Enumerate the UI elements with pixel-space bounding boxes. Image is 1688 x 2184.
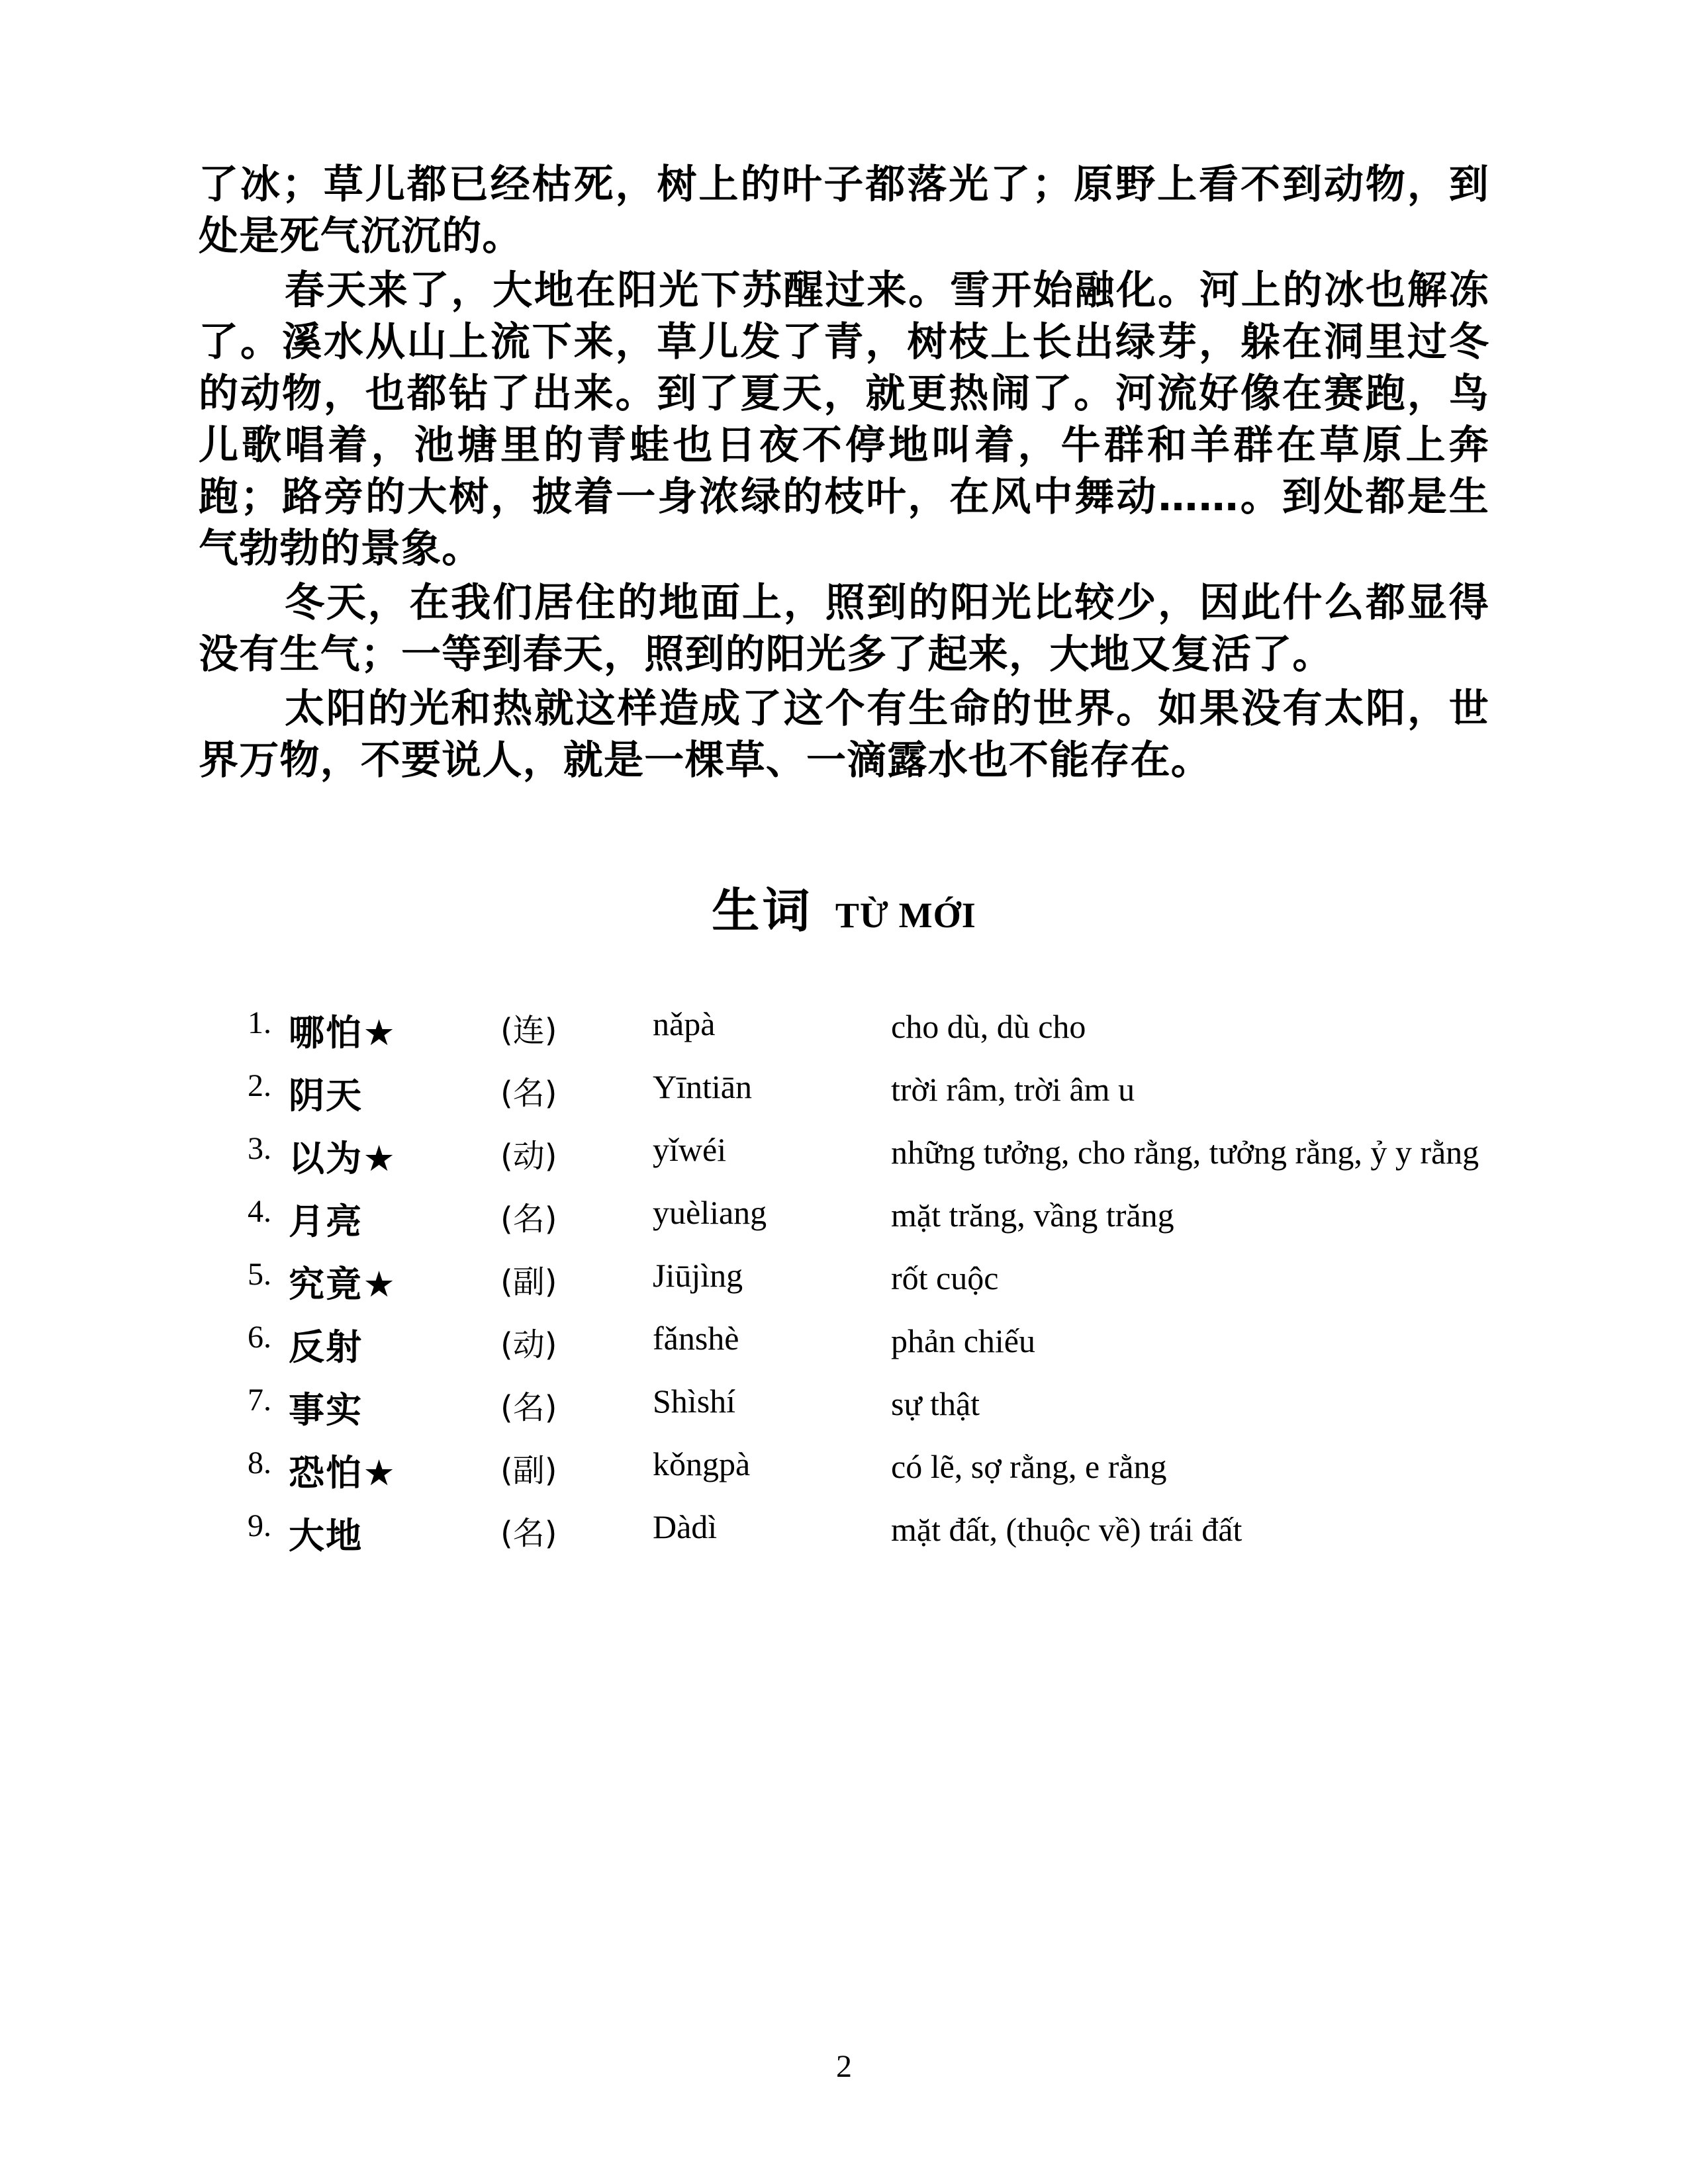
- entry-pinyin: Yīntiān: [653, 1068, 752, 1105]
- entry-number: 7.: [248, 1383, 271, 1418]
- entry-pinyin: Shìshí: [653, 1383, 736, 1420]
- entry-meaning: cho dù, dù cho: [891, 1008, 1086, 1045]
- page-number: 2: [836, 2049, 852, 2084]
- entry-meaning: mặt đất, (thuộc về) trái đất: [891, 1511, 1243, 1548]
- paragraph-3: 冬天，在我们居住的地面上，照到的阳光比较少，因此什么都显得没有生气；一等到春天，照到的阳光多了起来，大地又复活了。: [199, 580, 1489, 678]
- entry-pinyin: kǒngpà: [653, 1445, 751, 1482]
- entry-meaning: sự thật: [891, 1385, 980, 1422]
- entry-word: 恐怕★: [289, 1452, 397, 1494]
- entry-word: 反射: [289, 1326, 363, 1368]
- paragraph-2: 春天来了，大地在阳光下苏醒过来。雪开始融化。河上的冰也解冻了。溪水从山上流下来，草儿发了青，树枝上长出绿芽，躲在洞里过冬的动物，也都钻了出来。到了夏天，就更热闹了。河流好像在赛跑，鸟儿歌唱着，池塘里的青蛙也日夜不停地叫着，牛群和羊群在草原上奔跑；路旁的大树，披着一身浓绿的枝叶，在风中舞动……。到处都是生气勃勃的景象。: [199, 267, 1489, 572]
- table-row: [199, 1445, 1489, 1508]
- entry-part-of-speech: (名): [500, 1515, 557, 1552]
- entry-number: 2.: [248, 1068, 271, 1103]
- table-row: [199, 1256, 1489, 1319]
- entry-pinyin: yuèliang: [653, 1194, 767, 1231]
- entry-meaning: trời râm, trời âm u: [891, 1071, 1135, 1108]
- table-row: [199, 1319, 1489, 1382]
- entry-part-of-speech: (动): [500, 1326, 557, 1363]
- table-row: [199, 1068, 1489, 1130]
- reading-passage: [199, 159, 1489, 786]
- table-row: [199, 1382, 1489, 1445]
- entry-word: 大地: [289, 1515, 363, 1557]
- paragraph-1: 了冰；草儿都已经枯死，树上的叶子都落光了；原野上看不到动物，到处是死气沉沉的。: [199, 161, 1489, 259]
- table-row: [199, 1130, 1489, 1193]
- vocabulary-table: [199, 1005, 1489, 1570]
- vocabulary-heading-vietnamese: TỪ MỚI: [835, 895, 976, 935]
- entry-number: 1.: [248, 1005, 271, 1040]
- entry-pinyin: fǎnshè: [653, 1320, 739, 1357]
- entry-part-of-speech: (名): [500, 1201, 557, 1238]
- entry-pinyin: nǎpà: [653, 1005, 716, 1042]
- entry-word: 究竟★: [289, 1263, 397, 1305]
- table-row: [199, 1193, 1489, 1256]
- paragraph-4: 太阳的光和热就这样造成了这个有生命的世界。如果没有太阳，世界万物，不要说人，就是一棵草、一滴露水也不能存在。: [199, 686, 1489, 784]
- entry-number: 3.: [248, 1131, 271, 1166]
- entry-meaning: những tưởng, cho rằng, tưởng rằng, ỷ y rằng: [891, 1134, 1479, 1171]
- entry-part-of-speech: (副): [500, 1263, 557, 1300]
- entry-meaning: phản chiếu: [891, 1322, 1035, 1359]
- entry-word: 阴天: [289, 1075, 363, 1116]
- entry-word: 哪怕★: [289, 1012, 397, 1054]
- entry-part-of-speech: (动): [500, 1138, 557, 1175]
- entry-part-of-speech: (副): [500, 1452, 557, 1489]
- entry-word: 事实: [289, 1389, 363, 1431]
- entry-word: 以为★: [289, 1138, 397, 1179]
- table-row: [199, 1005, 1489, 1068]
- entry-pinyin: Dàdì: [653, 1508, 718, 1545]
- entry-number: 6.: [248, 1320, 271, 1355]
- entry-number: 8.: [248, 1445, 271, 1480]
- entry-pinyin: yǐwéi: [653, 1131, 727, 1168]
- vocabulary-heading-chinese: 生词: [712, 883, 813, 938]
- entry-part-of-speech: (名): [500, 1075, 557, 1112]
- entry-number: 4.: [248, 1194, 271, 1229]
- table-row: [199, 1508, 1489, 1570]
- entry-meaning: mặt trăng, vầng trăng: [891, 1197, 1174, 1234]
- entry-number: 5.: [248, 1257, 271, 1292]
- entry-pinyin: Jiūjìng: [653, 1257, 743, 1294]
- entry-number: 9.: [248, 1508, 271, 1543]
- entry-word: 月亮: [289, 1201, 363, 1242]
- entry-part-of-speech: (名): [500, 1389, 557, 1426]
- vocabulary-heading: [199, 872, 1489, 941]
- entry-meaning: có lẽ, sợ rằng, e rằng: [891, 1448, 1167, 1485]
- entry-meaning: rốt cuộc: [891, 1259, 999, 1297]
- entry-part-of-speech: (连): [500, 1012, 557, 1049]
